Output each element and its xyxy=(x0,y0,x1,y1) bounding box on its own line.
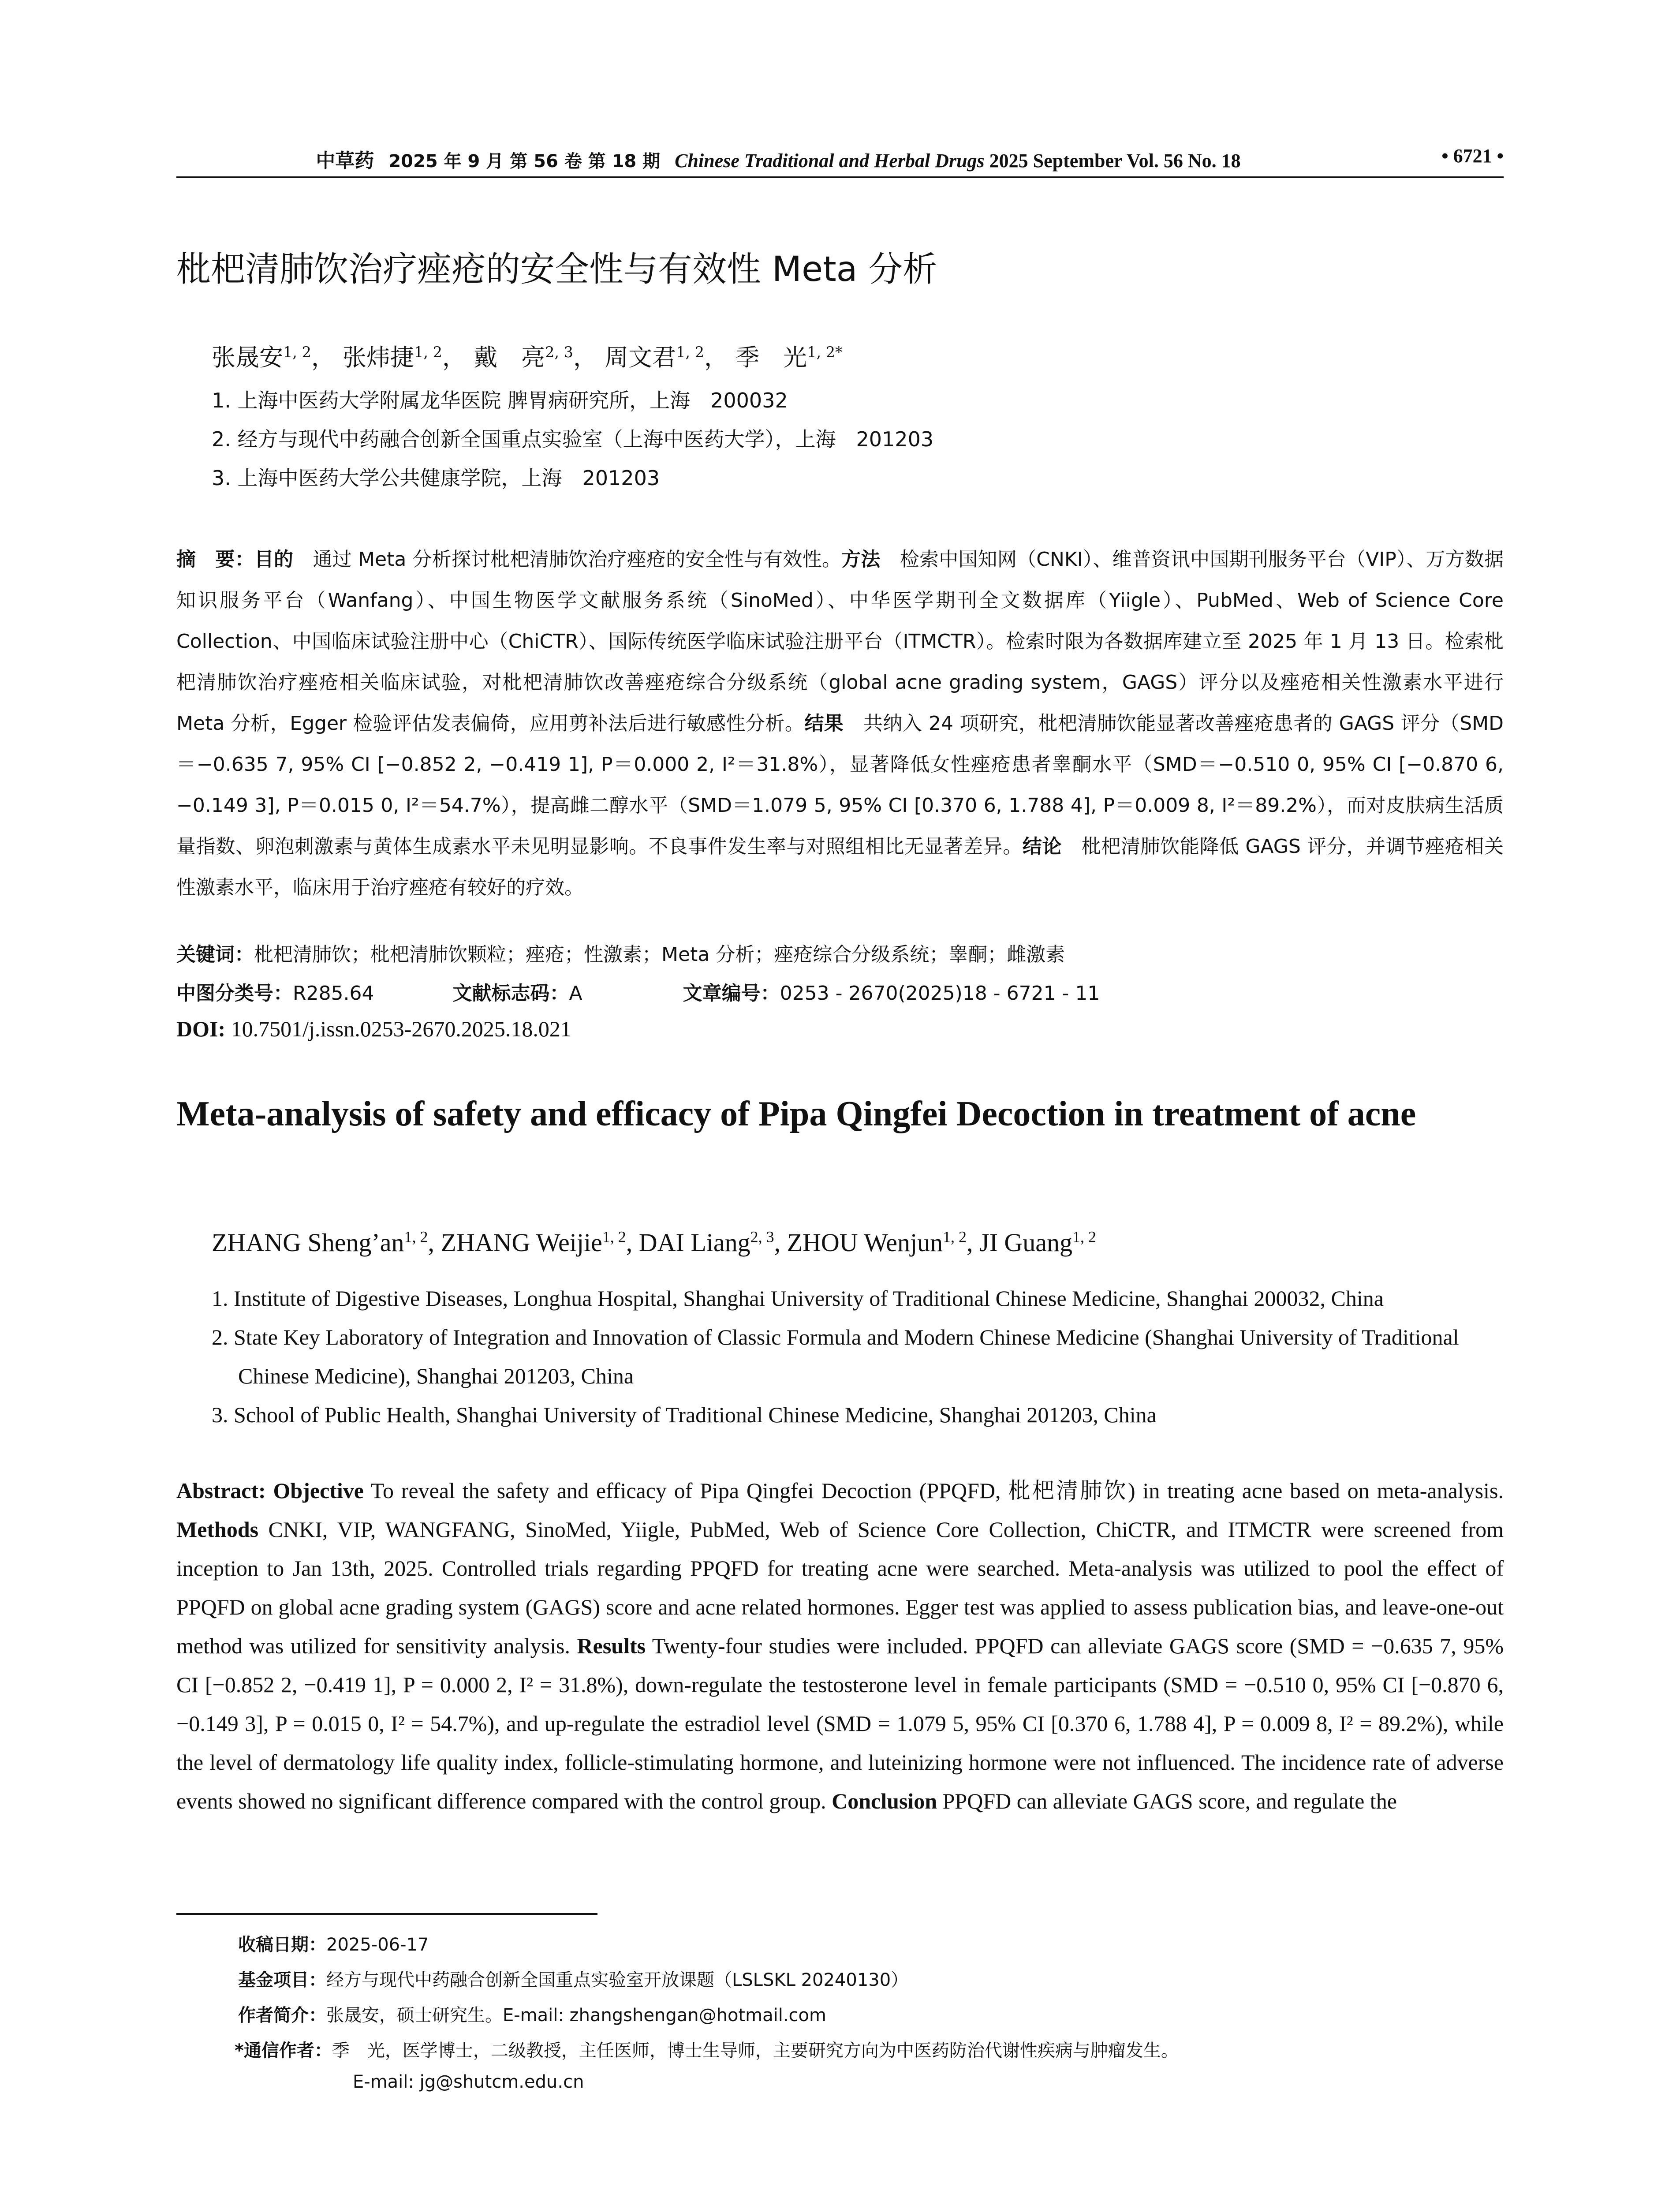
author-cn: 张晟安$^{1, 2}$， xyxy=(212,344,335,371)
keywords-cn xyxy=(176,938,1065,967)
page-number: • 6721 • xyxy=(1441,145,1504,167)
abstract-en xyxy=(176,1471,1504,1820)
objective-text-en: To reveal the safety and efficacy of Pipa Qingfei Decoction (PPQFD, 枇杷清肺饮) in treating acne based on meta-analysis. xyxy=(364,1478,1504,1503)
authors-en xyxy=(212,1228,1096,1257)
methods-label-en: Methods xyxy=(176,1517,259,1542)
affiliation-en-2: 2. State Key Laboratory of Integration and Innovation of Classic Formula and Modern Chinese Medicine (Shanghai University of Traditional Chinese Medicine), Shanghai 201203, China xyxy=(212,1325,1459,1388)
abstract-cn-label: 摘 要： xyxy=(176,548,254,571)
methods-label-cn: 方法 xyxy=(841,548,881,571)
affiliation-en-3: 3. School of Public Health, Shanghai University of Traditional Chinese Medicine, Shanghai 201203, China xyxy=(212,1402,1157,1427)
author-cn: 戴 亮$^{2, 3}$， xyxy=(474,344,597,371)
results-label-cn: 结果 xyxy=(804,712,844,735)
abstract-en-label: Abstract: Objective xyxy=(176,1478,364,1503)
conclusion-label-cn: 结论 xyxy=(1022,835,1062,858)
doccode-label: 文献标志码： xyxy=(452,982,569,1005)
doi-label: DOI: xyxy=(176,1017,226,1041)
keywords-label: 关键词： xyxy=(176,943,254,966)
classification-line xyxy=(176,977,1100,1005)
title-cn: 枇杷清肺饮治疗痤疮的安全性与有效性 Meta 分析 xyxy=(176,250,937,289)
author-cn: 张炜捷$^{1, 2}$， xyxy=(343,344,466,371)
author-en: ZHANG Weijie$^{1, 2}$, xyxy=(441,1228,639,1257)
affiliation-cn-1: 1. 上海中医药大学附属龙华医院 脾胃病研究所，上海 200032 xyxy=(212,389,788,412)
footnote-rule xyxy=(176,1913,597,1915)
conclusion-text-cn: 枇杷清肺饮能降低 GAGS 评分，并调节痤疮相关性激素水平，临床用于治疗痤疮有较好的疗效。 xyxy=(176,835,1504,899)
affiliation-cn-3: 3. 上海中医药大学公共健康学院，上海 201203 xyxy=(212,466,660,490)
title-en: Meta-analysis of safety and efficacy of Pipa Qingfei Decoction in treatment of acne xyxy=(176,1095,1416,1133)
methods-text-cn: 检索中国知网（CNKI）、维普资讯中国期刊服务平台（VIP）、万方数据知识服务平台（Wanfang）、中国生物医学文献服务系统（SinoMed）、中华医学期刊全文数据库（Yiigle）、PubMed、Web of Science Core Collection、中国临床试验注册中心（ChiCTR）、国际传统医学临床试验注册平台（ITMCTR）。检索时限为各数据库建立至 2025 年 1 月 13 日。检索枇杷清肺饮治疗痤疮相关临床试验，对枇杷清肺饮改善痤疮综合分级系统（global acne grading system，GAGS）评分以及痤疮相关性激素水平进行 Meta 分析，Egger 检验评估发表偏倚，应用剪补法后进行敏感性分析。 xyxy=(176,548,1504,735)
authors-cn xyxy=(212,339,843,373)
journal-name-cn: 中草药 xyxy=(316,149,374,172)
article-no-value: 0253 - 2670(2025)18 - 6721 - 11 xyxy=(780,982,1100,1005)
issue-cn: 2025 年 9 月 第 56 卷 第 18 期 xyxy=(388,151,661,172)
author-en: DAI Liang$^{2, 3}$, xyxy=(638,1228,787,1257)
doi-value: 10.7501/j.issn.0253-2670.2025.18.021 xyxy=(225,1017,571,1041)
doccode-value: A xyxy=(569,982,582,1005)
author-en: JI Guang$^{1, 2}$ xyxy=(979,1228,1096,1257)
journal-name-en: Chinese Traditional and Herbal Drugs xyxy=(675,150,985,172)
footnote-received: 收稿日期：2025-06-17 xyxy=(238,1935,429,1955)
footnote-author-bio: 作者简介：张晟安，硕士研究生。E-mail: zhangshengan@hotmail.com xyxy=(238,2005,826,2026)
results-text-en: Twenty-four studies were included. PPQFD can alleviate GAGS score (SMD = −0.635 7, 95% CI [−0.852 2, −0.419 1], P = 0.000 2, I² = 31.8%), down-regulate the testosterone level in female participants (SMD = −0.510 0, 95% CI [−0.870 6, −0.149 3], P = 0.015 0, I² = 54.7%), and up-regulate the estradiol level (SMD = 1.079 5, 95% CI [0.370 6, 1.788 4], P = 0.009 8, I² = 89.2%), while the level of dermatology life quality index, follicle-stimulating hormone, and luteinizing hormone were not influenced. The incidence rate of adverse events showed no significant difference compared with the control group. xyxy=(176,1633,1504,1813)
running-header xyxy=(176,145,1504,176)
author-cn: 周文君$^{1, 2}$， xyxy=(605,344,728,371)
footnote-fund: 基金项目：经方与现代中药融合创新全国重点实验室开放课题（LSLSKL 20240130） xyxy=(238,1970,909,1990)
footnote-corresponding: *通信作者：季 光，医学博士，二级教授，主任医师，博士生导师，主要研究方向为中医药防治代谢性疾病与肿瘤发生。 xyxy=(235,2041,1179,2061)
issue-en: 2025 September Vol. 56 No. 18 xyxy=(989,150,1241,172)
results-label-en: Results xyxy=(577,1633,646,1658)
conclusion-text-en: PPQFD can alleviate GAGS score, and regulate the xyxy=(937,1789,1397,1813)
keywords-text: 枇杷清肺饮；枇杷清肺饮颗粒；痤疮；性激素；Meta 分析；痤疮综合分级系统；睾酮；雌激素 xyxy=(254,943,1065,966)
clc-label: 中图分类号： xyxy=(176,982,293,1005)
header-citation xyxy=(176,145,1380,173)
results-text-cn: 共纳入 24 项研究，枇杷清肺饮能显著改善痤疮患者的 GAGS 评分（SMD＝−0.635 7, 95% CI [−0.852 2, −0.419 1], P＝0.000 2, I²＝31.8%），显著降低女性痤疮患者睾酮水平（SMD＝−0.510 0, 95% CI [−0.870 6, −0.149 3], P＝0.015 0, I²＝54.7%），提高雌二醇水平（SMD＝1.079 5, 95% CI [0.370 6, 1.788 4], P＝0.009 8, I²＝89.2%），而对皮肤病生活质量指数、卵泡刺激素与黄体生成素水平未见明显影响。不良事件发生率与对照组相比无显著差异。 xyxy=(176,712,1504,858)
author-cn: 季 光$^{1, 2*}$ xyxy=(735,344,843,371)
article-no-label: 文章编号： xyxy=(683,982,780,1005)
affiliation-cn-2: 2. 经方与现代中药融合创新全国重点实验室（上海中医药大学），上海 201203 xyxy=(212,427,934,451)
doi-line xyxy=(176,1016,571,1042)
author-en: ZHOU Wenjun$^{1, 2}$, xyxy=(787,1228,980,1257)
objective-label-cn: 目的 xyxy=(254,548,294,571)
footnote-corresponding-email: E-mail: jg@shutcm.edu.cn xyxy=(353,2072,584,2092)
abstract-cn xyxy=(176,539,1504,908)
conclusion-label-en: Conclusion xyxy=(832,1789,937,1813)
clc-value: R285.64 xyxy=(293,982,374,1005)
header-rule xyxy=(176,176,1504,178)
author-en: ZHANG Sheng’an$^{1, 2}$, xyxy=(212,1228,441,1257)
objective-text-cn: 通过 Meta 分析探讨枇杷清肺饮治疗痤疮的安全性与有效性。 xyxy=(293,548,842,571)
methods-text-en: CNKI, VIP, WANGFANG, SinoMed, Yiigle, PubMed, Web of Science Core Collection, ChiCTR, and ITMCTR were screened from inception to Jan 13th, 2025. Controlled trials regarding PPQFD for treating acne were searched. Meta-analysis was utilized to pool the effect of PPQFD on global acne grading system (GAGS) score and acne related hormones. Egger test was applied to assess publication bias, and leave-one-out method was utilized for sensitivity analysis. xyxy=(176,1517,1504,1658)
affiliation-en-1: 1. Institute of Digestive Diseases, Longhua Hospital, Shanghai University of Traditional Chinese Medicine, Shanghai 200032, China xyxy=(212,1286,1384,1311)
